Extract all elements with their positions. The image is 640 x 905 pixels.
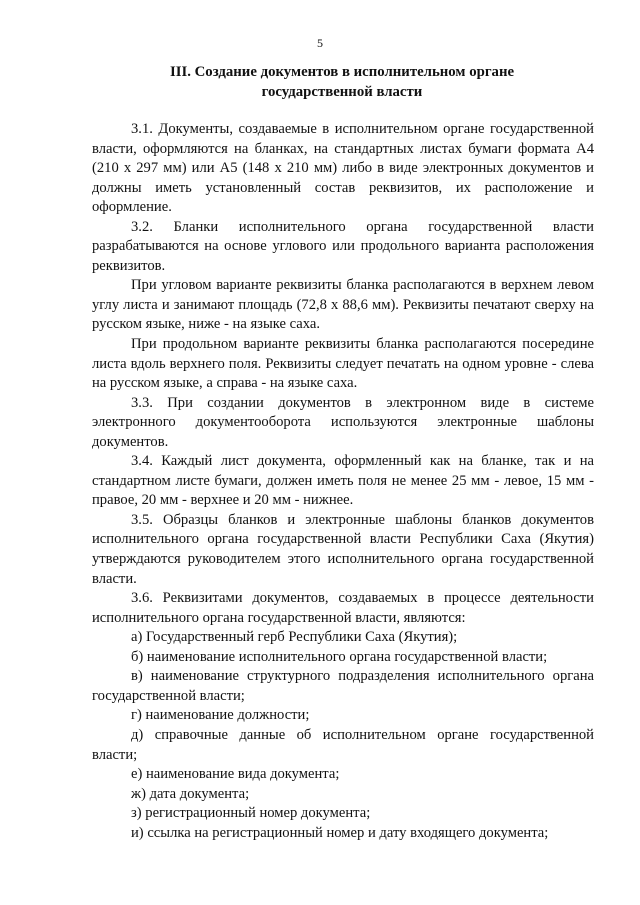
list-item: з) регистрационный номер документа; <box>131 805 371 822</box>
document-body <box>92 120 594 843</box>
paragraph-3-3: 3.3. При создании документов в электронном виде в системе электронного документооборота используются электронные шаблоны документов. <box>92 394 594 450</box>
paragraph-corner-variant: При угловом варианте реквизиты бланка располагаются в верхнем левом углу листа и занимают площадь (72,8 х 88,6 мм). Реквизиты печатают сверху на русском языке, ниже - на языке саха. <box>92 277 594 333</box>
section-title-line-1: III. Создание документов в исполнительном органе <box>169 64 515 80</box>
list-item: а) Государственный герб Республики Саха (Якутия); <box>131 629 458 646</box>
section-title-line-2: государственной власти <box>261 84 423 100</box>
paragraph-3-1: 3.1. Документы, создаваемые в исполнительном органе государственной власти, оформляются на бланках, на стандартных листах бумаги формата А4 (210 х 297 мм) или А5 (148 х 210 мм) либо в виде электронных документов и должны иметь установленный состав реквизитов, их расположение и оформление. <box>92 121 594 216</box>
list-item: б) наименование исполнительного органа государственной власти; <box>131 648 548 665</box>
page-number: 5 <box>317 36 323 50</box>
list-item: и) ссылка на регистрационный номер и дату входящего документа; <box>131 824 549 841</box>
list-item: в) наименование структурного подразделения исполнительного органа государственной власти; <box>92 668 594 704</box>
paragraph-3-5: 3.5. Образцы бланков и электронные шаблоны бланков документов исполнительного органа государственной власти Республики Саха (Якутия) утверждаются руководителем этого исполнительного органа государственной власти. <box>92 511 594 587</box>
paragraph-longitudinal-variant: При продольном варианте реквизиты бланка располагаются посередине листа вдоль верхнего поля. Реквизиты следует печатать на одном уровне - слева на русском языке, а справа - на языке саха. <box>92 336 594 392</box>
paragraph-3-4: 3.4. Каждый лист документа, оформленный как на бланке, так и на стандартном листе бумаги, должен иметь поля не менее 25 мм - левое, 15 мм - правое, 20 мм - верхнее и 20 мм - нижнее. <box>92 453 594 509</box>
list-item: д) справочные данные об исполнительном органе государственной власти; <box>92 726 594 763</box>
list-item: ж) дата документа; <box>131 785 250 802</box>
list-item: е) наименование вида документа; <box>131 766 340 783</box>
paragraph-3-6: 3.6. Реквизитами документов, создаваемых в процессе деятельности исполнительного органа государственной власти, являются: <box>92 590 594 626</box>
paragraph-3-2: 3.2. Бланки исполнительного органа государственной власти разрабатываются на основе углового или продольного варианта расположения реквизитов. <box>92 218 594 274</box>
list-item: г) наименование должности; <box>131 707 310 724</box>
requisites-list <box>92 628 594 843</box>
section-heading <box>92 62 592 102</box>
